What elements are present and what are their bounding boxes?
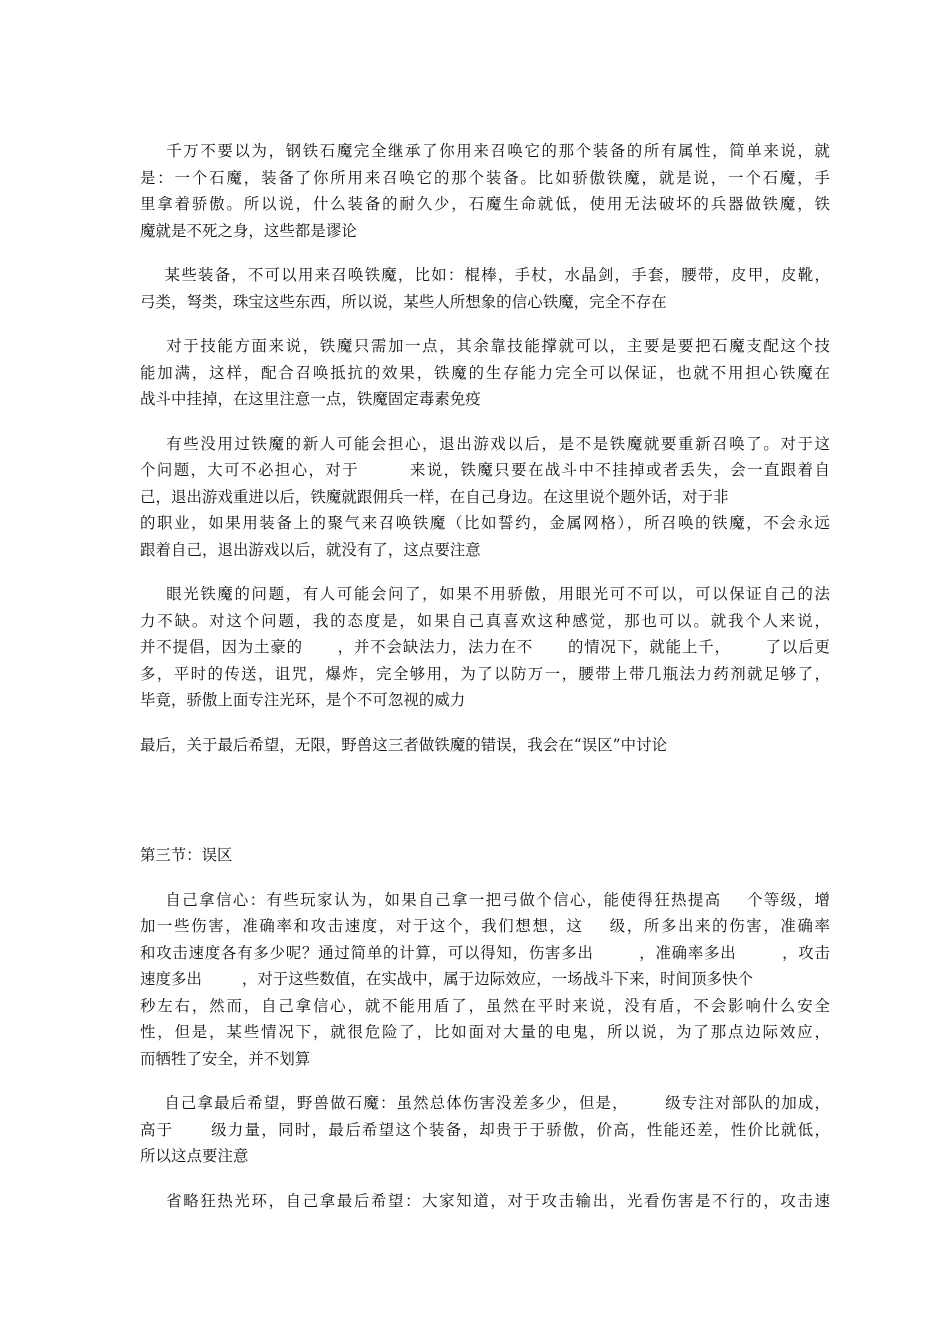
text-line: 跟着自己，退出游戏以后，就没有了，这点要注意 <box>140 540 481 559</box>
paragraph-golem-properties <box>140 138 830 244</box>
paragraph-skills <box>140 333 830 413</box>
text-line: 己，退出游戏重进以后，铁魔就跟佣兵一样，在自己身边。在这里说个题外话，对于非 <box>140 487 729 506</box>
text-line: 眼光铁魔的问题，有人可能会问了，如果不用骄傲，用眼光可不可以，可以保证自己的法 <box>140 585 830 603</box>
text-line: 而牺牲了安全，并不划算 <box>140 1049 311 1068</box>
text-line: 所以这点要注意 <box>140 1147 249 1165</box>
text-line: 自己拿最后希望，野兽做石魔：虽然总体伤害没差多少，但是， 级专注对部队的加成， <box>140 1094 830 1112</box>
heading-spacer <box>140 869 830 887</box>
text-line: 高于 级力量，同时，最后希望这个装备，却贵于于骄傲，价高，性能还差，性价比就低， <box>140 1120 830 1139</box>
text-line: 并不提倡，因为土豪的 ，并不会缺法力，法力在不 的情况下，就能上千， 了以后更 <box>140 638 830 656</box>
text-line: 某些装备，不可以用来召唤铁魔，比如：棍棒，手杖，水晶剑，手套，腰带，皮甲，皮靴， <box>140 266 830 284</box>
text-line: 能加满，这样，配合召唤抵抗的效果，铁魔的生存能力完全可以保证，也就不用担心铁魔在 <box>140 363 830 382</box>
text-line: 省略狂热光环，自己拿最后希望：大家知道，对于攻击输出，光看伤害是不行的，攻击速 <box>140 1191 830 1210</box>
paragraph-skip-fanaticism <box>140 1188 830 1215</box>
text-line: 有些没用过铁魔的新人可能会担心，退出游戏以后，是不是铁魔就要重新召唤了。对于这 <box>140 434 830 453</box>
text-line: 和攻击速度各有多少呢？通过简单的计算，可以得知，伤害多出 ，准确率多出 ，攻击 <box>140 943 830 962</box>
text-line: 多，平时的传送，诅咒，爆炸，完全够用，为了以防万一，腰带上带几瓶法力药剂就足够了， <box>140 664 830 683</box>
text-line: 个问题，大可不必担心，对于 来说，铁魔只要在战斗中不挂掉或者丢失，会一直跟着自 <box>140 461 830 479</box>
section-heading: 第三节：误区 <box>140 846 233 864</box>
document-body <box>140 138 830 1214</box>
text-line: 毕竟，骄傲上面专注光环，是个不可忽视的威力 <box>140 691 466 709</box>
text-line: 秒左右，然而，自己拿信心，就不能用盾了，虽然在平时来说，没有盾，不会影响什么安全 <box>140 996 830 1015</box>
paragraph-insight-golem <box>140 581 830 714</box>
text-line: 加一些伤害，准确率和攻击速度，对于这个，我们想想，这 级，所多出来的伤害，准确率 <box>140 917 830 935</box>
text-line: 战斗中挂掉，在这里注意一点，铁魔固定毒素免疫 <box>140 390 481 408</box>
text-line: 速度多出 ，对于这些数值，在实战中，属于边际效应，一场战斗下来，时间顶多快个 <box>140 970 754 988</box>
text-line: 魔就是不死之身，这些都是谬论 <box>140 221 357 240</box>
text-line: 的职业，如果用装备上的聚气来召唤铁魔（比如誓约，金属网格），所召唤的铁魔，不会永远 <box>140 514 830 532</box>
text-line: 弓类，弩类，珠宝这些东西，所以说，某些人所想象的信心铁魔，完全不存在 <box>140 292 667 311</box>
section-spacer <box>140 758 830 842</box>
text-line: 里拿着骄傲。所以说，什么装备的耐久少，石魔生命就低，使用无法破坏的兵器做铁魔，铁 <box>140 195 830 213</box>
text-line: 力不缺。对这个问题，我的态度是，如果自己真喜欢这种感觉，那也可以。就我个人来说， <box>140 611 830 630</box>
text-line: 性，但是，某些情况下，就很危险了，比如面对大量的电鬼，所以说，为了那点边际效应， <box>140 1023 830 1041</box>
paragraph-closing-note <box>140 732 830 759</box>
text-line: 对于技能方面来说，铁魔只需加一点，其余靠技能撑就可以，主要是要把石魔支配这个技 <box>140 337 830 355</box>
text-line: 是：一个石魔，装备了你所用来召唤它的那个装备。比如骄傲铁魔，就是说，一个石魔，手 <box>140 168 830 187</box>
paragraph-self-wield-last-wish <box>140 1090 830 1170</box>
text-line: 最后，关于最后希望，无限，野兽这三者做铁魔的错误，我会在“误区”中讨论 <box>140 735 668 754</box>
paragraph-exit-game <box>140 431 830 564</box>
paragraph-excluded-equipment <box>140 262 830 315</box>
text-line: 千万不要以为，钢铁石魔完全继承了你用来召唤它的那个装备的所有属性，简单来说，就 <box>140 142 830 160</box>
text-line: 自己拿信心：有些玩家认为，如果自己拿一把弓做个信心，能使得狂热提高 个等级，增 <box>140 890 830 909</box>
paragraph-self-wield-faith <box>140 887 830 1073</box>
